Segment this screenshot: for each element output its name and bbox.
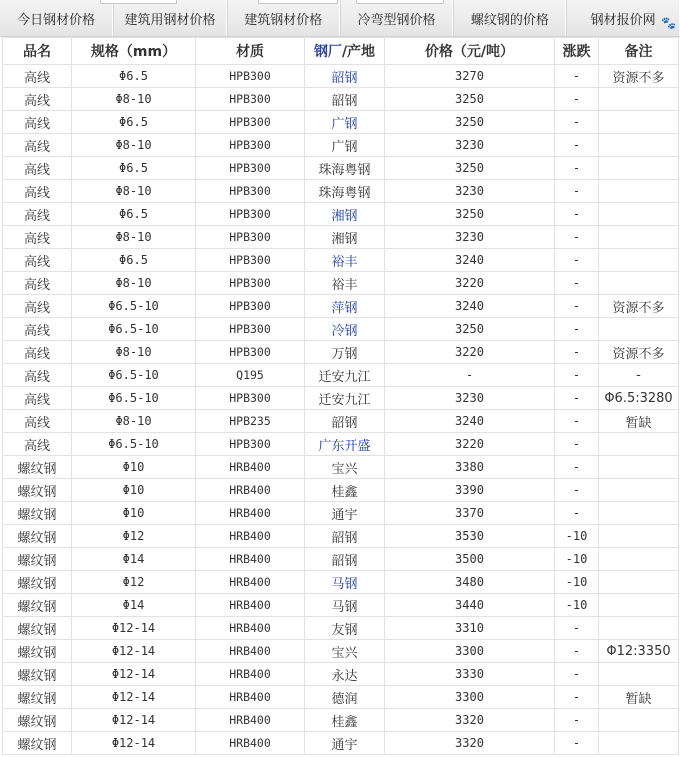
cell-change: -10 bbox=[555, 548, 599, 571]
cell-spec: Φ8-10 bbox=[72, 410, 196, 433]
cell-change: - bbox=[555, 318, 599, 341]
cell-name: 螺纹钢 bbox=[3, 640, 72, 663]
cell-name: 螺纹钢 bbox=[3, 709, 72, 732]
cell-material: HPB300 bbox=[196, 341, 305, 364]
cell-note bbox=[599, 134, 679, 157]
cell-change: - bbox=[555, 732, 599, 755]
cell-name: 高线 bbox=[3, 226, 72, 249]
cell-change: - bbox=[555, 640, 599, 663]
cell-note bbox=[599, 272, 679, 295]
cell-note bbox=[599, 525, 679, 548]
cell-change: - bbox=[555, 249, 599, 272]
cell-material: HPB300 bbox=[196, 65, 305, 88]
header-spec: 规格（mm） bbox=[72, 38, 196, 65]
header-note: 备注 bbox=[599, 38, 679, 65]
cell-note: Φ12:3350 bbox=[599, 640, 679, 663]
cell-factory: 宝兴 bbox=[305, 456, 385, 479]
cell-price: 3240 bbox=[385, 249, 555, 272]
cell-change: - bbox=[555, 180, 599, 203]
cell-spec: Φ10 bbox=[72, 456, 196, 479]
cell-factory: 韶钢 bbox=[305, 88, 385, 111]
cell-material: HPB300 bbox=[196, 318, 305, 341]
table-row bbox=[3, 548, 679, 571]
cell-material: HRB400 bbox=[196, 617, 305, 640]
header-material: 材质 bbox=[196, 38, 305, 65]
cell-note bbox=[599, 203, 679, 226]
cell-spec: Φ14 bbox=[72, 594, 196, 617]
cell-name: 螺纹钢 bbox=[3, 502, 72, 525]
cell-material: HRB400 bbox=[196, 732, 305, 755]
cell-note bbox=[599, 433, 679, 456]
cell-name: 高线 bbox=[3, 272, 72, 295]
nav-tab[interactable]: 钢材报价网 bbox=[566, 0, 679, 36]
cell-factory: 韶钢 bbox=[305, 525, 385, 548]
table-row bbox=[3, 111, 679, 134]
cell-price: - bbox=[385, 364, 555, 387]
cell-change: - bbox=[555, 134, 599, 157]
cell-spec: Φ6.5-10 bbox=[72, 387, 196, 410]
cell-note bbox=[599, 732, 679, 755]
cell-note bbox=[599, 479, 679, 502]
cell-change: -10 bbox=[555, 571, 599, 594]
cell-spec: Φ6.5-10 bbox=[72, 318, 196, 341]
cell-name: 高线 bbox=[3, 180, 72, 203]
cell-price: 3440 bbox=[385, 594, 555, 617]
paw-icon[interactable]: 🐾 bbox=[661, 16, 676, 30]
cell-price: 3250 bbox=[385, 318, 555, 341]
cell-price: 3530 bbox=[385, 525, 555, 548]
cell-material: HPB300 bbox=[196, 88, 305, 111]
cell-material: HRB400 bbox=[196, 525, 305, 548]
cell-name: 高线 bbox=[3, 341, 72, 364]
cell-price: 3230 bbox=[385, 387, 555, 410]
table-row bbox=[3, 502, 679, 525]
cell-name: 高线 bbox=[3, 65, 72, 88]
cell-change: - bbox=[555, 663, 599, 686]
cell-spec: Φ6.5-10 bbox=[72, 433, 196, 456]
cell-factory: 桂鑫 bbox=[305, 709, 385, 732]
table-header-row bbox=[3, 38, 679, 65]
cell-change: - bbox=[555, 433, 599, 456]
cell-name: 螺纹钢 bbox=[3, 571, 72, 594]
cell-material: HRB400 bbox=[196, 456, 305, 479]
cell-factory: 广钢 bbox=[305, 134, 385, 157]
cell-spec: Φ6.5-10 bbox=[72, 295, 196, 318]
cell-note bbox=[599, 709, 679, 732]
nav-stub bbox=[100, 0, 177, 4]
cell-spec: Φ6.5 bbox=[72, 249, 196, 272]
cell-factory[interactable]: 广东开盛 bbox=[305, 433, 385, 456]
cell-factory[interactable]: 冷钢 bbox=[305, 318, 385, 341]
cell-factory: 韶钢 bbox=[305, 410, 385, 433]
header-factory-link[interactable]: 钢厂 bbox=[313, 44, 342, 60]
cell-name: 螺纹钢 bbox=[3, 479, 72, 502]
cell-material: HPB300 bbox=[196, 111, 305, 134]
cell-factory: 马钢 bbox=[305, 594, 385, 617]
cell-material: HRB400 bbox=[196, 594, 305, 617]
cell-spec: Φ12 bbox=[72, 571, 196, 594]
cell-note: 资源不多 bbox=[599, 65, 679, 88]
cell-spec: Φ6.5 bbox=[72, 157, 196, 180]
cell-name: 高线 bbox=[3, 157, 72, 180]
cell-name: 高线 bbox=[3, 433, 72, 456]
cell-note bbox=[599, 111, 679, 134]
cell-factory[interactable]: 广钢 bbox=[305, 111, 385, 134]
table-row bbox=[3, 640, 679, 663]
cell-spec: Φ12-14 bbox=[72, 617, 196, 640]
cell-material: Q195 bbox=[196, 364, 305, 387]
cell-spec: Φ8-10 bbox=[72, 272, 196, 295]
cell-factory: 桂鑫 bbox=[305, 479, 385, 502]
cell-price: 3250 bbox=[385, 88, 555, 111]
cell-name: 高线 bbox=[3, 387, 72, 410]
table-row bbox=[3, 364, 679, 387]
cell-note bbox=[599, 548, 679, 571]
cell-change: - bbox=[555, 456, 599, 479]
cell-name: 螺纹钢 bbox=[3, 525, 72, 548]
cell-spec: Φ12-14 bbox=[72, 709, 196, 732]
cell-note: 暂缺 bbox=[599, 410, 679, 433]
table-row bbox=[3, 663, 679, 686]
cell-factory: 宝兴 bbox=[305, 640, 385, 663]
cell-name: 高线 bbox=[3, 364, 72, 387]
cell-spec: Φ10 bbox=[72, 479, 196, 502]
nav-stub bbox=[356, 0, 444, 4]
cell-price: 3240 bbox=[385, 410, 555, 433]
cell-material: HPB300 bbox=[196, 203, 305, 226]
table-row bbox=[3, 387, 679, 410]
cell-factory[interactable]: 韶钢 bbox=[305, 65, 385, 88]
cell-factory[interactable]: 湘钢 bbox=[305, 203, 385, 226]
cell-note bbox=[599, 571, 679, 594]
cell-name: 高线 bbox=[3, 410, 72, 433]
top-navigation bbox=[0, 0, 680, 37]
cell-material: HRB400 bbox=[196, 502, 305, 525]
cell-material: HRB400 bbox=[196, 686, 305, 709]
cell-material: HPB300 bbox=[196, 272, 305, 295]
cell-spec: Φ6.5 bbox=[72, 203, 196, 226]
cell-factory: 万钢 bbox=[305, 341, 385, 364]
cell-spec: Φ8-10 bbox=[72, 341, 196, 364]
table-row bbox=[3, 226, 679, 249]
cell-note bbox=[599, 180, 679, 203]
table-row bbox=[3, 732, 679, 755]
cell-material: HRB400 bbox=[196, 640, 305, 663]
cell-price: 3300 bbox=[385, 640, 555, 663]
cell-factory: 永达 bbox=[305, 663, 385, 686]
cell-name: 高线 bbox=[3, 111, 72, 134]
cell-price: 3380 bbox=[385, 456, 555, 479]
cell-price: 3230 bbox=[385, 134, 555, 157]
cell-note: Φ6.5:3280 bbox=[599, 387, 679, 410]
cell-name: 螺纹钢 bbox=[3, 594, 72, 617]
cell-price: 3330 bbox=[385, 663, 555, 686]
cell-name: 高线 bbox=[3, 134, 72, 157]
cell-price: 3230 bbox=[385, 226, 555, 249]
cell-note bbox=[599, 226, 679, 249]
cell-note bbox=[599, 617, 679, 640]
cell-factory: 湘钢 bbox=[305, 226, 385, 249]
cell-spec: Φ10 bbox=[72, 502, 196, 525]
cell-price: 3500 bbox=[385, 548, 555, 571]
table-row bbox=[3, 456, 679, 479]
cell-note bbox=[599, 594, 679, 617]
cell-change: - bbox=[555, 226, 599, 249]
table-row bbox=[3, 272, 679, 295]
nav-tabs bbox=[0, 0, 680, 36]
header-origin: /产地 bbox=[341, 44, 376, 60]
cell-price: 3250 bbox=[385, 203, 555, 226]
cell-change: - bbox=[555, 686, 599, 709]
cell-factory[interactable]: 马钢 bbox=[305, 571, 385, 594]
cell-name: 螺纹钢 bbox=[3, 663, 72, 686]
cell-note bbox=[599, 157, 679, 180]
table-row bbox=[3, 134, 679, 157]
cell-name: 螺纹钢 bbox=[3, 456, 72, 479]
table-row bbox=[3, 686, 679, 709]
cell-material: HRB400 bbox=[196, 571, 305, 594]
cell-note bbox=[599, 456, 679, 479]
cell-name: 螺纹钢 bbox=[3, 548, 72, 571]
table-row bbox=[3, 249, 679, 272]
cell-price: 3230 bbox=[385, 180, 555, 203]
cell-change: - bbox=[555, 203, 599, 226]
cell-factory: 通宇 bbox=[305, 502, 385, 525]
table-row bbox=[3, 318, 679, 341]
cell-spec: Φ12-14 bbox=[72, 663, 196, 686]
cell-factory: 珠海粤钢 bbox=[305, 157, 385, 180]
cell-material: HPB300 bbox=[196, 180, 305, 203]
cell-note: 资源不多 bbox=[599, 295, 679, 318]
table-row bbox=[3, 410, 679, 433]
cell-note bbox=[599, 88, 679, 111]
cell-price: 3480 bbox=[385, 571, 555, 594]
table-row bbox=[3, 295, 679, 318]
table-row bbox=[3, 617, 679, 640]
cell-change: - bbox=[555, 387, 599, 410]
header-name: 品名 bbox=[3, 38, 72, 65]
cell-price: 3390 bbox=[385, 479, 555, 502]
cell-spec: Φ8-10 bbox=[72, 180, 196, 203]
nav-tab[interactable]: 冷弯型钢价格 bbox=[340, 0, 453, 36]
cell-change: - bbox=[555, 341, 599, 364]
cell-material: HRB400 bbox=[196, 709, 305, 732]
cell-name: 高线 bbox=[3, 88, 72, 111]
cell-note: 暂缺 bbox=[599, 686, 679, 709]
cell-note bbox=[599, 663, 679, 686]
nav-tab[interactable]: 螺纹钢的价格 bbox=[453, 0, 566, 36]
cell-change: - bbox=[555, 295, 599, 318]
cell-price: 3320 bbox=[385, 732, 555, 755]
cell-price: 3220 bbox=[385, 433, 555, 456]
cell-factory: 迁安九江 bbox=[305, 387, 385, 410]
cell-note: - bbox=[599, 364, 679, 387]
cell-material: HPB235 bbox=[196, 410, 305, 433]
header-factory bbox=[305, 38, 385, 65]
cell-change: - bbox=[555, 410, 599, 433]
cell-note bbox=[599, 249, 679, 272]
cell-change: - bbox=[555, 617, 599, 640]
cell-change: -10 bbox=[555, 594, 599, 617]
cell-price: 3300 bbox=[385, 686, 555, 709]
table-row bbox=[3, 88, 679, 111]
cell-material: HPB300 bbox=[196, 295, 305, 318]
cell-spec: Φ8-10 bbox=[72, 134, 196, 157]
cell-factory: 友钢 bbox=[305, 617, 385, 640]
cell-name: 螺纹钢 bbox=[3, 732, 72, 755]
cell-spec: Φ12-14 bbox=[72, 732, 196, 755]
cell-price: 3310 bbox=[385, 617, 555, 640]
cell-spec: Φ8-10 bbox=[72, 88, 196, 111]
cell-change: - bbox=[555, 272, 599, 295]
table-row bbox=[3, 203, 679, 226]
cell-note bbox=[599, 502, 679, 525]
nav-tab[interactable]: 建筑钢材价格 bbox=[227, 0, 340, 36]
cell-name: 高线 bbox=[3, 295, 72, 318]
header-price: 价格（元/吨） bbox=[385, 38, 555, 65]
nav-stub bbox=[258, 0, 338, 4]
cell-change: - bbox=[555, 364, 599, 387]
cell-change: - bbox=[555, 65, 599, 88]
cell-material: HPB300 bbox=[196, 387, 305, 410]
cell-name: 高线 bbox=[3, 318, 72, 341]
cell-factory: 珠海粤钢 bbox=[305, 180, 385, 203]
table-row bbox=[3, 157, 679, 180]
cell-change: - bbox=[555, 709, 599, 732]
cell-price: 3250 bbox=[385, 157, 555, 180]
table-row bbox=[3, 709, 679, 732]
cell-material: HPB300 bbox=[196, 249, 305, 272]
cell-name: 高线 bbox=[3, 249, 72, 272]
cell-spec: Φ12-14 bbox=[72, 640, 196, 663]
cell-factory[interactable]: 萍钢 bbox=[305, 295, 385, 318]
cell-note: 资源不多 bbox=[599, 341, 679, 364]
cell-spec: Φ12-14 bbox=[72, 686, 196, 709]
table-row bbox=[3, 571, 679, 594]
cell-name: 螺纹钢 bbox=[3, 617, 72, 640]
cell-note bbox=[599, 318, 679, 341]
cell-material: HPB300 bbox=[196, 433, 305, 456]
cell-change: - bbox=[555, 111, 599, 134]
cell-change: - bbox=[555, 88, 599, 111]
cell-spec: Φ8-10 bbox=[72, 226, 196, 249]
cell-change: - bbox=[555, 502, 599, 525]
cell-name: 高线 bbox=[3, 203, 72, 226]
cell-price: 3220 bbox=[385, 272, 555, 295]
cell-factory: 裕丰 bbox=[305, 272, 385, 295]
nav-tab[interactable]: 今日钢材价格 bbox=[0, 0, 113, 36]
cell-price: 3240 bbox=[385, 295, 555, 318]
header-change: 涨跌 bbox=[555, 38, 599, 65]
table-row bbox=[3, 65, 679, 88]
price-table bbox=[2, 37, 679, 755]
table-row bbox=[3, 341, 679, 364]
cell-spec: Φ6.5-10 bbox=[72, 364, 196, 387]
cell-factory[interactable]: 裕丰 bbox=[305, 249, 385, 272]
cell-factory: 韶钢 bbox=[305, 548, 385, 571]
cell-price: 3370 bbox=[385, 502, 555, 525]
table-row bbox=[3, 433, 679, 456]
cell-material: HRB400 bbox=[196, 548, 305, 571]
cell-name: 螺纹钢 bbox=[3, 686, 72, 709]
cell-spec: Φ12 bbox=[72, 525, 196, 548]
cell-spec: Φ6.5 bbox=[72, 65, 196, 88]
cell-material: HPB300 bbox=[196, 226, 305, 249]
nav-tab[interactable]: 建筑用钢材价格 bbox=[113, 0, 226, 36]
table-row bbox=[3, 525, 679, 548]
table-row bbox=[3, 479, 679, 502]
cell-factory: 通宇 bbox=[305, 732, 385, 755]
cell-material: HRB400 bbox=[196, 479, 305, 502]
cell-price: 3270 bbox=[385, 65, 555, 88]
cell-factory: 迁安九江 bbox=[305, 364, 385, 387]
cell-spec: Φ14 bbox=[72, 548, 196, 571]
cell-change: -10 bbox=[555, 525, 599, 548]
table-row bbox=[3, 594, 679, 617]
cell-factory: 德润 bbox=[305, 686, 385, 709]
cell-price: 3220 bbox=[385, 341, 555, 364]
cell-change: - bbox=[555, 157, 599, 180]
cell-price: 3320 bbox=[385, 709, 555, 732]
cell-material: HRB400 bbox=[196, 663, 305, 686]
cell-material: HPB300 bbox=[196, 134, 305, 157]
cell-spec: Φ6.5 bbox=[72, 111, 196, 134]
cell-change: - bbox=[555, 479, 599, 502]
cell-price: 3250 bbox=[385, 111, 555, 134]
table-row bbox=[3, 180, 679, 203]
cell-material: HPB300 bbox=[196, 157, 305, 180]
